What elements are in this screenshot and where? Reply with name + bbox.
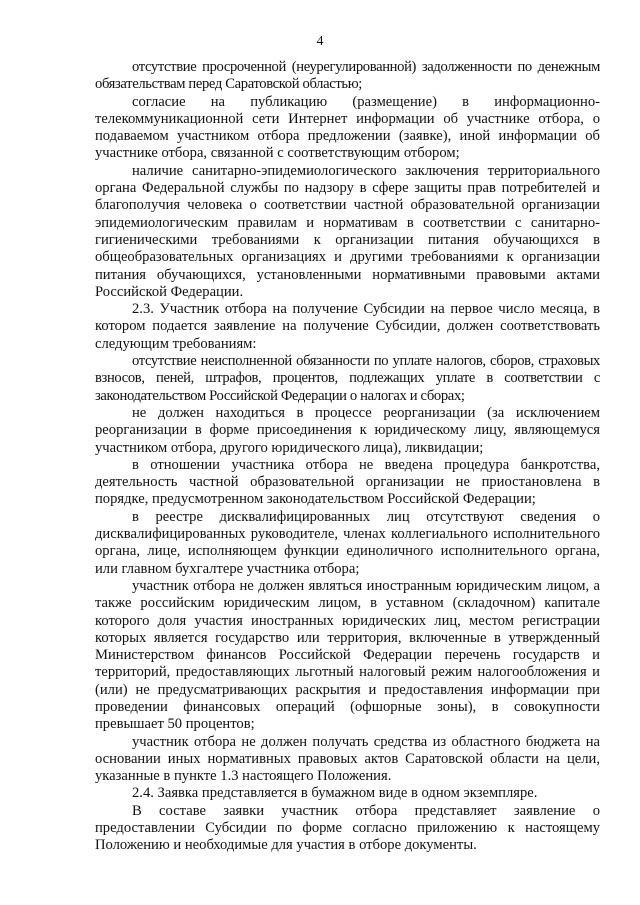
document-body xyxy=(95,59,600,855)
paragraph-2-4-application-paper: 2.4. Заявка представляется в бумажном виде в одном экземпляре. xyxy=(132,785,538,802)
paragraph-no-other-budget-funds: участник отбора не должен получать средства из областного бюджета на основании иных нормативных правовых актов Саратовской области на цели, указанные в пункте 1.3 настоящего Положения. xyxy=(95,733,600,785)
paragraph-publication-consent: согласие на публикацию (размещение) в информационно-телекоммуникационной сети Интернет информации об участнике отбора, о подаваемом участником отбора предложении (заявке), иной информации об участнике отбора, связанной с соответствующим отбором; xyxy=(95,93,600,162)
paragraph-no-tax-arrears: отсутствие неисполненной обязанности по уплате налогов, сборов, страховых взносов, пеней, штрафов, процентов, подлежащих уплате в соответствии с законодательством Российской Федерации о налогах и сборах; xyxy=(95,353,600,404)
paragraph-not-foreign-entity: участник отбора не должен являться иностранным юридическим лицом, а также российским юридическим лицом, в уставном (складочном) капитале которого доля участия иностранных юридических лиц, местом регистрации которых является государство или территория, включенные в утвержденный Министерством финансов Российской Федерации перечень государств и территорий, предоставляющих льготный налоговый режим налогообложения и (или) не предусматривающих раскрытия и предоставления информации при проведении финансовых операций (офшорные зоны), в совокупности превышает 50 процентов; xyxy=(95,577,600,733)
paragraph-no-reorganization: не должен находиться в процессе реорганизации (за исключением реорганизации в форме присоединения к юридическому лицу, являющемуся участником отбора, другого юридического лица), ликвидации; xyxy=(95,404,600,456)
paragraph-2-3-requirements: 2.3. Участник отбора на получение Субсидии на первое число месяца, в котором подается заявление на получение Субсидии, должен соответствовать следующим требованиям: xyxy=(95,301,600,352)
paragraph-disqualified-register: в реестре дисквалифицированных лиц отсутствуют сведения о дисквалифицированных руководителе, членах коллегиального исполнительного органа, лице, исполняющем функции единоличного исполнительного органа, или главном бухгалтере участника отбора; xyxy=(95,508,600,577)
paragraph-application-contents: В составе заявки участник отбора представляет заявление о предоставлении Субсидии по форме согласно приложению к настоящему Положению и необходимые для участия в отборе документы. xyxy=(95,802,600,854)
paragraph-no-overdue-debt: отсутствие просроченной (неурегулированной) задолженности по денежным обязательствам перед Саратовской областью; xyxy=(95,59,600,93)
paragraph-sanitary-conclusion: наличие санитарно-эпидемиологического заключения территориального органа Федеральной службы по надзору в сфере защиты прав потребителей и благополучия человека о соответствии частной образовательной организации эпидемиологическим правилам и нормативам в соответствии с санитарно-гигиеническими требованиями к организации питания обучающихся в общеобразовательных организациях и другими требованиями к организации питания обучающихся, установленными нормативными правовыми актами Российской Федерации. xyxy=(95,162,600,300)
paragraph-no-bankruptcy: в отношении участника отбора не введена процедура банкротства, деятельность частной образовательной организации не приостановлена в порядке, предусмотренном законодательством Российской Федерации; xyxy=(95,456,600,508)
page-number: 4 xyxy=(316,34,324,49)
